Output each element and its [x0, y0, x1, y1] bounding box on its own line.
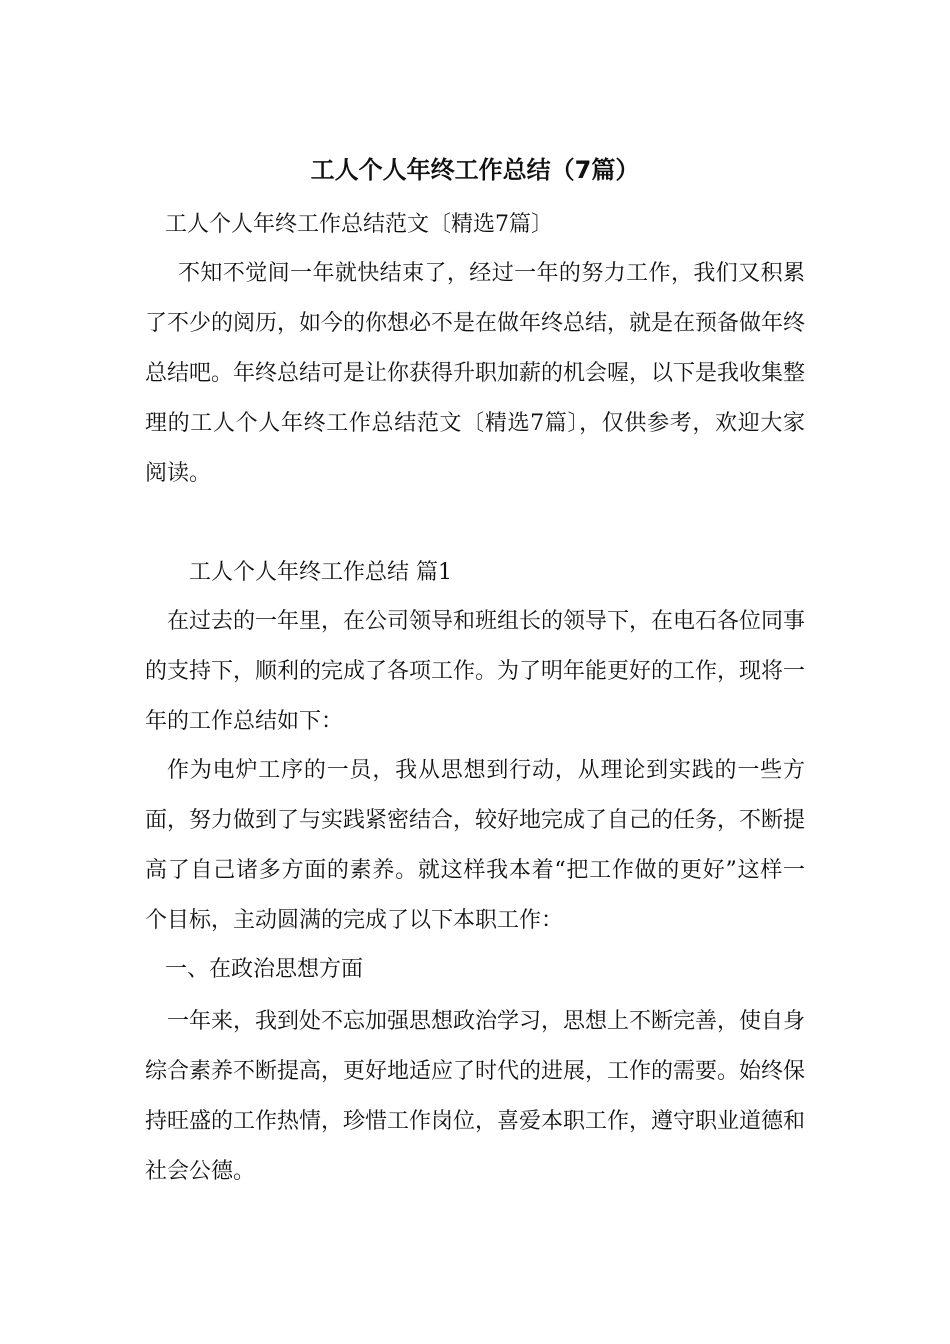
document-title: 工人个人年终工作总结（7篇） — [310, 156, 640, 184]
intro-paragraph: 不知不觉间一年就快结束了，经过一年的努力工作，我们又积累了不少的阅历，如今的你想必不是在做年终总结，就是在预备做年终总结吧。年终总结可是让你获得升职加薪的机会喔，以下是我收集整理的工人个人年终工作总结范文〔精选7篇〕，仅供参考，欢迎大家阅读。 — [145, 261, 806, 486]
paragraph-1: 在过去的一年里，在公司领导和班组长的领导下，在电石各位同事的支持下，顺利的完成了各项工作。为了明年能更好的工作，现将一年的工作总结如下： — [145, 609, 806, 734]
document-subtitle: 工人个人年终工作总结范文〔精选7篇〕 — [165, 212, 553, 237]
section-heading: 工人个人年终工作总结 篇1 — [189, 560, 452, 585]
paragraph-2: 作为电炉工序的一员，我从思想到行动，从理论到实践的一些方面，努力做到了与实践紧密结合，较好地完成了自己的任务，不断提高了自己诸多方面的素养。就这样我本着“把工作做的更好”这样一个目标，主动圆满的完成了以下本职工作： — [145, 758, 806, 933]
subheading-political: 一、在政治思想方面 — [165, 957, 364, 982]
paragraph-3: 一年来，我到处不忘加强思想政治学习，思想上不断完善，使自身综合素养不断提高，更好地适应了时代的进展，工作的需要。始终保持旺盛的工作热情，珍惜工作岗位，喜爱本职工作，遵守职业道德和社会公德。 — [145, 1009, 806, 1184]
